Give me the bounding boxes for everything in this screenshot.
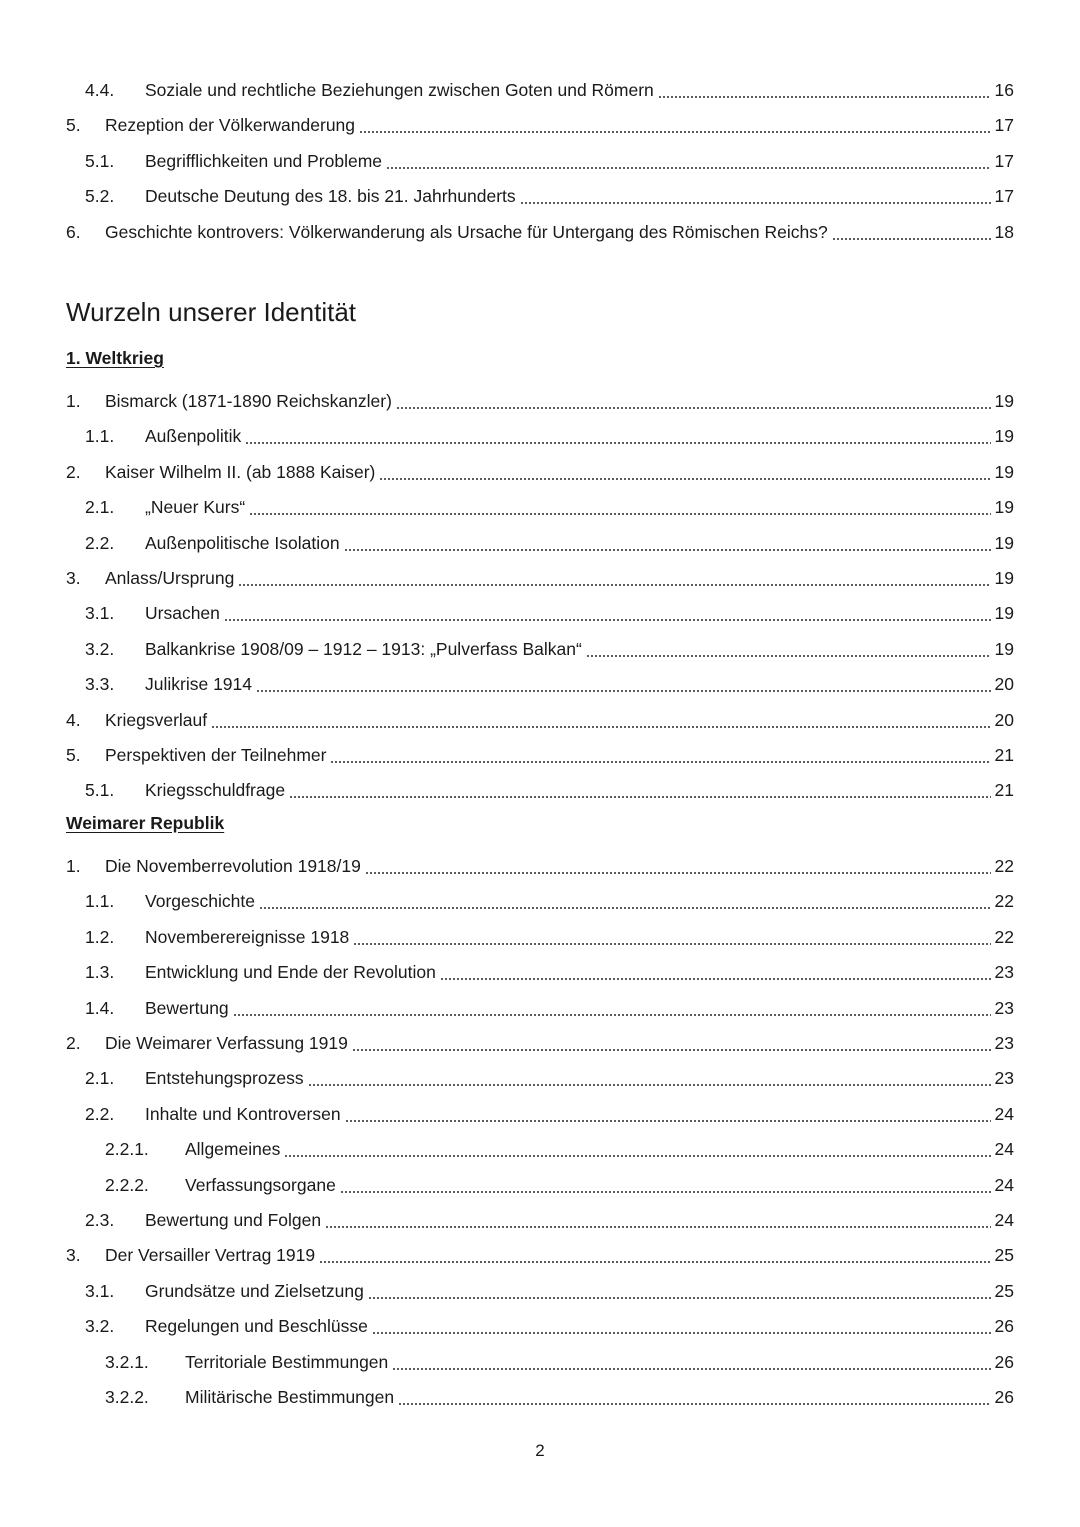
toc-entry-page: 22 xyxy=(992,926,1014,948)
toc-entry-page: 19 xyxy=(992,461,1014,483)
toc-entry-title: Territoriale Bestimmungen xyxy=(185,1351,391,1373)
toc-entry-number: 5. xyxy=(66,115,81,136)
toc-entry-title: Novemberereignisse 1918 xyxy=(145,926,352,948)
toc-leader-dots xyxy=(319,1261,990,1263)
toc-entry-number: 3.2.2. xyxy=(105,1387,149,1407)
toc-entry-number: 3.1. xyxy=(85,1280,115,1301)
toc-entry[interactable] xyxy=(66,707,1014,733)
toc-entry-number: 5.2. xyxy=(85,186,115,207)
toc-entry[interactable] xyxy=(85,148,1014,174)
toc-entry[interactable] xyxy=(85,636,1014,662)
toc-entry-title: Inhalte und Kontroversen xyxy=(145,1103,344,1125)
toc-entry-title: Vorgeschichte xyxy=(145,890,258,912)
toc-entry-title: Bismarck (1871-1890 Reichskanzler) xyxy=(105,390,395,412)
toc-leader-dots xyxy=(238,584,990,586)
toc-entry-number: 1.1. xyxy=(85,891,115,912)
toc-entry[interactable] xyxy=(85,1065,1014,1091)
toc-leader-dots xyxy=(658,96,991,98)
toc-entry-number: 1. xyxy=(66,856,81,876)
toc-entry[interactable] xyxy=(66,1030,1014,1056)
toc-entry-page: 23 xyxy=(992,997,1014,1019)
toc-entry-title: Bewertung xyxy=(145,997,232,1019)
toc-entry-number: 3.2. xyxy=(85,1316,115,1337)
toc-entry-title: Grundsätze und Zielsetzung xyxy=(145,1280,367,1302)
toc-entry-number: 1. xyxy=(66,391,81,411)
toc-leader-dots xyxy=(832,238,991,240)
toc-leader-dots xyxy=(233,1014,991,1016)
toc-entry-page: 21 xyxy=(992,744,1014,766)
toc-leader-dots xyxy=(308,1084,991,1086)
toc-entry-page: 21 xyxy=(992,779,1014,801)
toc-entry[interactable] xyxy=(66,1242,1014,1268)
toc-entry[interactable] xyxy=(85,1278,1014,1304)
toc-entry-title: Ursachen xyxy=(145,602,223,624)
toc-entry-page: 23 xyxy=(992,961,1014,983)
toc-entry[interactable] xyxy=(85,1101,1014,1127)
toc-entry-page: 22 xyxy=(992,855,1014,877)
toc-entry[interactable] xyxy=(85,77,1014,103)
toc-entry-number: 5.1. xyxy=(85,780,115,801)
toc-entry-title: Geschichte kontrovers: Völkerwanderung als Ursache für Untergang des Römischen Reichs? xyxy=(105,221,831,243)
toc-entry[interactable] xyxy=(66,742,1014,768)
toc-leader-dots xyxy=(211,726,990,728)
toc-entry-number: 1.1. xyxy=(85,426,115,447)
toc-leader-dots xyxy=(440,978,991,980)
toc-leader-dots xyxy=(284,1155,990,1157)
toc-leader-dots xyxy=(330,761,990,763)
toc-entry[interactable] xyxy=(85,600,1014,626)
toc-entry[interactable] xyxy=(85,924,1014,950)
toc-entry-title: Die Weimarer Verfassung 1919 xyxy=(105,1032,351,1054)
toc-entry[interactable] xyxy=(85,423,1014,449)
toc-entry[interactable] xyxy=(85,494,1014,520)
toc-leader-dots xyxy=(586,655,991,657)
page-number: 2 xyxy=(535,1441,545,1460)
toc-entry-page: 24 xyxy=(992,1174,1014,1196)
toc-entry[interactable] xyxy=(85,777,1014,803)
toc-leader-dots xyxy=(353,943,990,945)
toc-entry[interactable] xyxy=(85,671,1014,697)
toc-entry-title: Bewertung und Folgen xyxy=(145,1209,324,1231)
toc-entry-page: 20 xyxy=(992,709,1014,731)
toc-entry[interactable] xyxy=(85,1313,1014,1339)
toc-entry-page: 16 xyxy=(992,79,1014,101)
toc-leader-dots xyxy=(372,1332,991,1334)
toc-entry-number: 3.2. xyxy=(85,638,115,659)
toc-entry-page: 26 xyxy=(992,1386,1014,1408)
toc-leader-dots xyxy=(245,442,990,444)
toc-leader-dots xyxy=(368,1297,991,1299)
toc-entry[interactable] xyxy=(85,530,1014,556)
toc-entry[interactable] xyxy=(105,1384,1014,1410)
toc-leader-dots xyxy=(392,1368,990,1370)
toc-entry-page: 19 xyxy=(992,425,1014,447)
toc-entry-title: Balkankrise 1908/09 – 1912 – 1913: „Pulverfass Balkan“ xyxy=(145,638,585,660)
toc-entry-page: 20 xyxy=(992,673,1014,695)
toc-entry-title: Soziale und rechtliche Beziehungen zwischen Goten und Römern xyxy=(145,79,657,101)
toc-entry-page: 24 xyxy=(992,1138,1014,1160)
toc-entry-page: 22 xyxy=(992,890,1014,912)
toc-leader-dots xyxy=(289,796,990,798)
toc-entry-number: 2.2. xyxy=(85,1103,115,1124)
toc-entry-number: 4.4. xyxy=(85,80,115,100)
toc-entry[interactable] xyxy=(85,995,1014,1021)
toc-leader-dots xyxy=(520,202,991,204)
toc-entry-number: 3.3. xyxy=(85,674,115,695)
toc-entry-page: 23 xyxy=(992,1032,1014,1054)
toc-entry-page: 23 xyxy=(992,1067,1014,1089)
toc-entry-page: 24 xyxy=(992,1209,1014,1231)
toc-entry-title: Anlass/Ursprung xyxy=(105,567,237,589)
toc-leader-dots xyxy=(359,131,991,133)
toc-entry-number: 3. xyxy=(66,568,81,588)
toc-entry-page: 26 xyxy=(992,1315,1014,1337)
toc-entry-number: 5.1. xyxy=(85,150,115,171)
toc-entry-page: 25 xyxy=(992,1244,1014,1266)
toc-entry-title: Deutsche Deutung des 18. bis 21. Jahrhunderts xyxy=(145,185,519,207)
toc-entry-title: „Neuer Kurs“ xyxy=(145,496,248,518)
toc-entry[interactable] xyxy=(66,853,1014,879)
toc-entry-title: Militärische Bestimmungen xyxy=(185,1386,397,1408)
toc-leader-dots xyxy=(325,1226,990,1228)
toc-leader-dots xyxy=(224,619,991,621)
toc-entry-number: 5. xyxy=(66,745,81,765)
section-heading-weltkrieg: 1. Weltkrieg xyxy=(66,348,164,368)
toc-entry-title: Begrifflichkeiten und Probleme xyxy=(145,150,385,172)
toc-entry-page: 25 xyxy=(992,1280,1014,1302)
toc-entry-page: 19 xyxy=(992,496,1014,518)
toc-entry[interactable] xyxy=(66,219,1014,245)
toc-entry-title: Außenpolitik xyxy=(145,425,244,447)
toc-entry-number: 2.1. xyxy=(85,1068,115,1089)
toc-entry-page: 19 xyxy=(992,567,1014,589)
toc-entry[interactable] xyxy=(66,565,1014,591)
toc-entry-page: 19 xyxy=(992,390,1014,412)
toc-entry-page: 19 xyxy=(992,602,1014,624)
toc-entry-number: 2. xyxy=(66,461,81,482)
toc-entry-number: 1.4. xyxy=(85,997,115,1018)
toc-entry[interactable] xyxy=(85,888,1014,914)
toc-entry-title: Julikrise 1914 xyxy=(145,673,255,695)
toc-entry-page: 17 xyxy=(992,114,1014,136)
toc-leader-dots xyxy=(352,1049,991,1051)
toc-entry-title: Allgemeines xyxy=(185,1138,283,1160)
toc-entry-number: 2. xyxy=(66,1033,81,1053)
toc-entry-page: 18 xyxy=(992,221,1014,243)
toc-entry-title: Kriegsverlauf xyxy=(105,709,210,731)
toc-entry-title: Verfassungsorgane xyxy=(185,1174,339,1196)
toc-entry-title: Entstehungsprozess xyxy=(145,1067,307,1089)
toc-entry-number: 2.2.2. xyxy=(105,1174,149,1195)
toc-entry-title: Regelungen und Beschlüsse xyxy=(145,1315,371,1337)
toc-entry-title: Entwicklung und Ende der Revolution xyxy=(145,961,439,983)
toc-leader-dots xyxy=(379,478,990,480)
toc-entry[interactable] xyxy=(66,112,1014,138)
toc-entry-title: Kriegsschuldfrage xyxy=(145,779,288,801)
toc-entry[interactable] xyxy=(105,1172,1014,1198)
toc-entry-title: Rezeption der Völkerwanderung xyxy=(105,114,358,136)
toc-entry-number: 3.1. xyxy=(85,603,115,624)
toc-entry-number: 2.3. xyxy=(85,1210,115,1230)
toc-entry-page: 26 xyxy=(992,1351,1014,1373)
toc-entry-title: Außenpolitische Isolation xyxy=(145,532,343,554)
toc-entry-title: Perspektiven der Teilnehmer xyxy=(105,744,329,766)
toc-leader-dots xyxy=(396,407,991,409)
main-heading: Wurzeln unserer Identität xyxy=(66,297,356,327)
toc-entry[interactable] xyxy=(66,388,1014,414)
toc-entry-number: 1.3. xyxy=(85,962,115,983)
toc-entry[interactable] xyxy=(85,183,1014,209)
toc-entry-number: 3. xyxy=(66,1245,81,1266)
toc-entry[interactable] xyxy=(85,959,1014,985)
toc-entry-page: 17 xyxy=(992,185,1014,207)
toc-entry-number: 6. xyxy=(66,221,81,242)
toc-entry-number: 3.2.1. xyxy=(105,1351,149,1372)
toc-entry[interactable] xyxy=(105,1136,1014,1162)
toc-leader-dots xyxy=(345,1120,991,1122)
toc-entry-number: 4. xyxy=(66,709,81,730)
toc-entry-title: Die Novemberrevolution 1918/19 xyxy=(105,855,364,877)
toc-leader-dots xyxy=(259,907,991,909)
toc-entry-number: 2.2. xyxy=(85,532,115,553)
section-heading-weimar: Weimarer Republik xyxy=(66,813,225,833)
toc-leader-dots xyxy=(398,1403,990,1405)
toc-leader-dots xyxy=(249,513,990,515)
toc-leader-dots xyxy=(386,167,990,169)
toc-entry[interactable] xyxy=(66,459,1014,485)
toc-leader-dots xyxy=(344,549,991,551)
toc-entry-title: Kaiser Wilhelm II. (ab 1888 Kaiser) xyxy=(105,461,378,483)
toc-entry-number: 2.2.1. xyxy=(105,1139,149,1160)
toc-entry-page: 24 xyxy=(992,1103,1014,1125)
toc-leader-dots xyxy=(365,872,991,874)
toc-entry-page: 19 xyxy=(992,638,1014,660)
toc-entry-number: 2.1. xyxy=(85,497,115,518)
toc-entry-page: 19 xyxy=(992,532,1014,554)
toc-entry[interactable] xyxy=(85,1207,1014,1233)
toc-leader-dots xyxy=(256,690,991,692)
toc-entry-page: 17 xyxy=(992,150,1014,172)
toc-entry[interactable] xyxy=(105,1349,1014,1375)
toc-entry-title: Der Versailler Vertrag 1919 xyxy=(105,1244,318,1266)
toc-leader-dots xyxy=(340,1191,991,1193)
toc-entry-number: 1.2. xyxy=(85,926,115,947)
